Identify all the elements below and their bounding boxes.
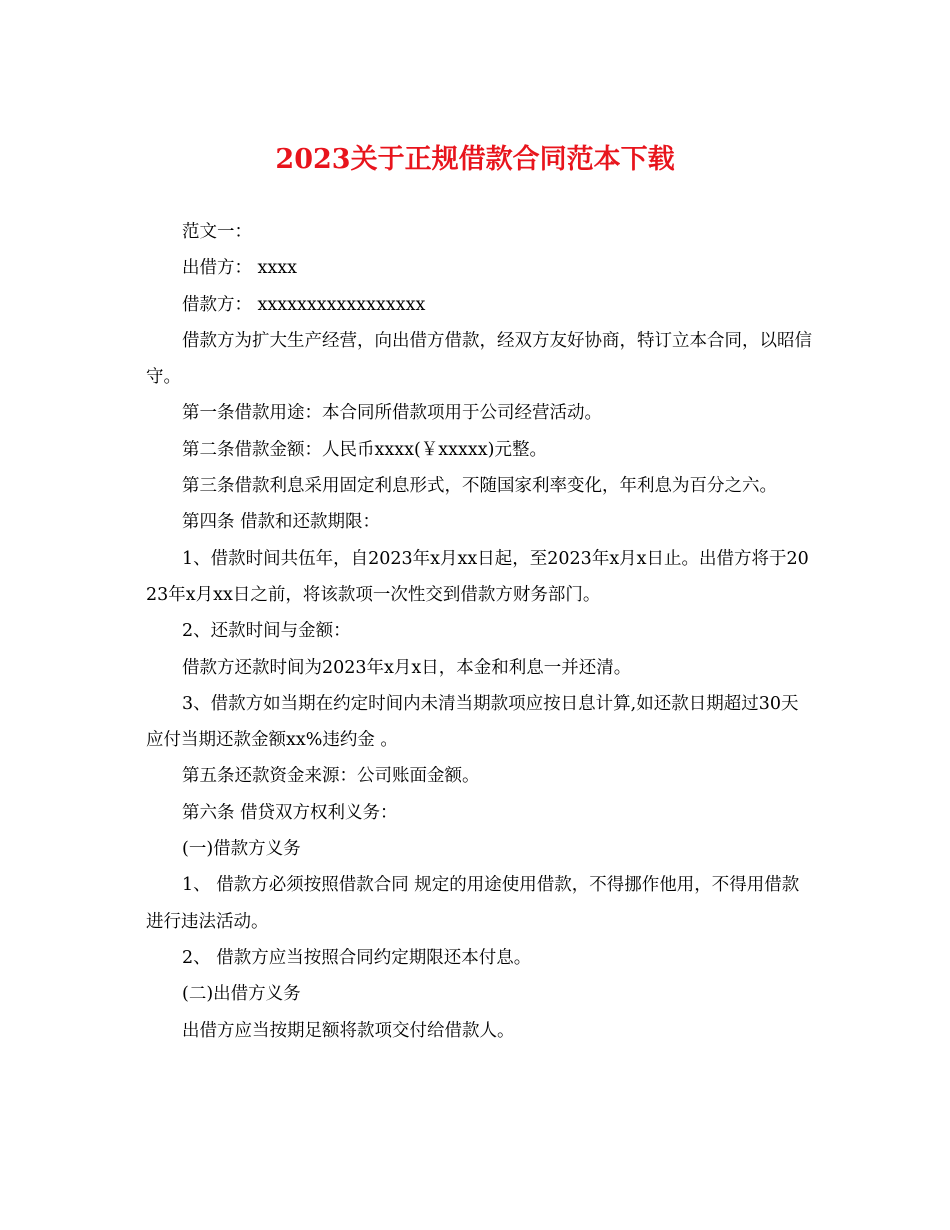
paragraph-article-2: 第二条借款金额：人民币xxxx(￥xxxxx)元整。 bbox=[182, 439, 547, 460]
paragraph-article-6: 第六条 借贷双方权利义务： bbox=[182, 802, 398, 823]
paragraph-article-3: 第三条借款利息采用固定利息形式，不随国家利率变化，年利息为百分之六。 bbox=[182, 476, 777, 497]
paragraph-borrower-obligation-1: 1、 借款方必须按照借款合同 规定的用途使用借款，不得挪作他用，不得用借款进行违法活动。 bbox=[146, 875, 800, 932]
paragraph-repayment-time: 借款方还款时间为2023年x月x日，本金和利息一并还清。 bbox=[182, 657, 632, 678]
document-body bbox=[146, 214, 812, 1049]
paragraph-lender-obligations: (二)出借方义务 bbox=[182, 984, 301, 1005]
paragraph-article-1: 第一条借款用途：本合同所借款项用于公司经营活动。 bbox=[182, 403, 602, 424]
paragraph-lender: 出借方： xxxx bbox=[182, 258, 298, 279]
document-title: 2023关于正规借款合同范本下载 bbox=[275, 144, 675, 175]
paragraph-article-4-item-2: 2、还款时间与金额： bbox=[182, 621, 351, 642]
paragraph-lender-obligation-1: 出借方应当按期足额将款项交付给借款人。 bbox=[182, 1020, 515, 1041]
paragraph-article-5: 第五条还款资金来源：公司账面金额。 bbox=[182, 766, 480, 787]
paragraph-borrower: 借款方： xxxxxxxxxxxxxxxxx bbox=[182, 294, 426, 315]
paragraph-borrower-obligation-2: 2、 借款方应当按照合同约定期限还本付息。 bbox=[182, 947, 532, 968]
paragraph-article-4-item-3: 3、借款方如当期在约定时间内未清当期款项应按日息计算,如还款日期超过30天应付当期还款金额xx%违约金 。 bbox=[146, 693, 799, 751]
paragraph-article-4-item-1: 1、借款时间共伍年，自2023年x月xx日起，至2023年x月x日止。出借方将于2023年x月xx日之前，将该款项一次性交到借款方财务部门。 bbox=[146, 548, 809, 605]
paragraph-borrower-obligations: (一)借款方义务 bbox=[182, 839, 301, 860]
paragraph-preamble: 借款方为扩大生产经营，向出借方借款，经双方友好协商，特订立本合同，以昭信守。 bbox=[146, 330, 812, 388]
paragraph-article-4: 第四条 借款和还款期限： bbox=[182, 512, 381, 533]
paragraph-sample-heading: 范文一： bbox=[182, 222, 252, 242]
